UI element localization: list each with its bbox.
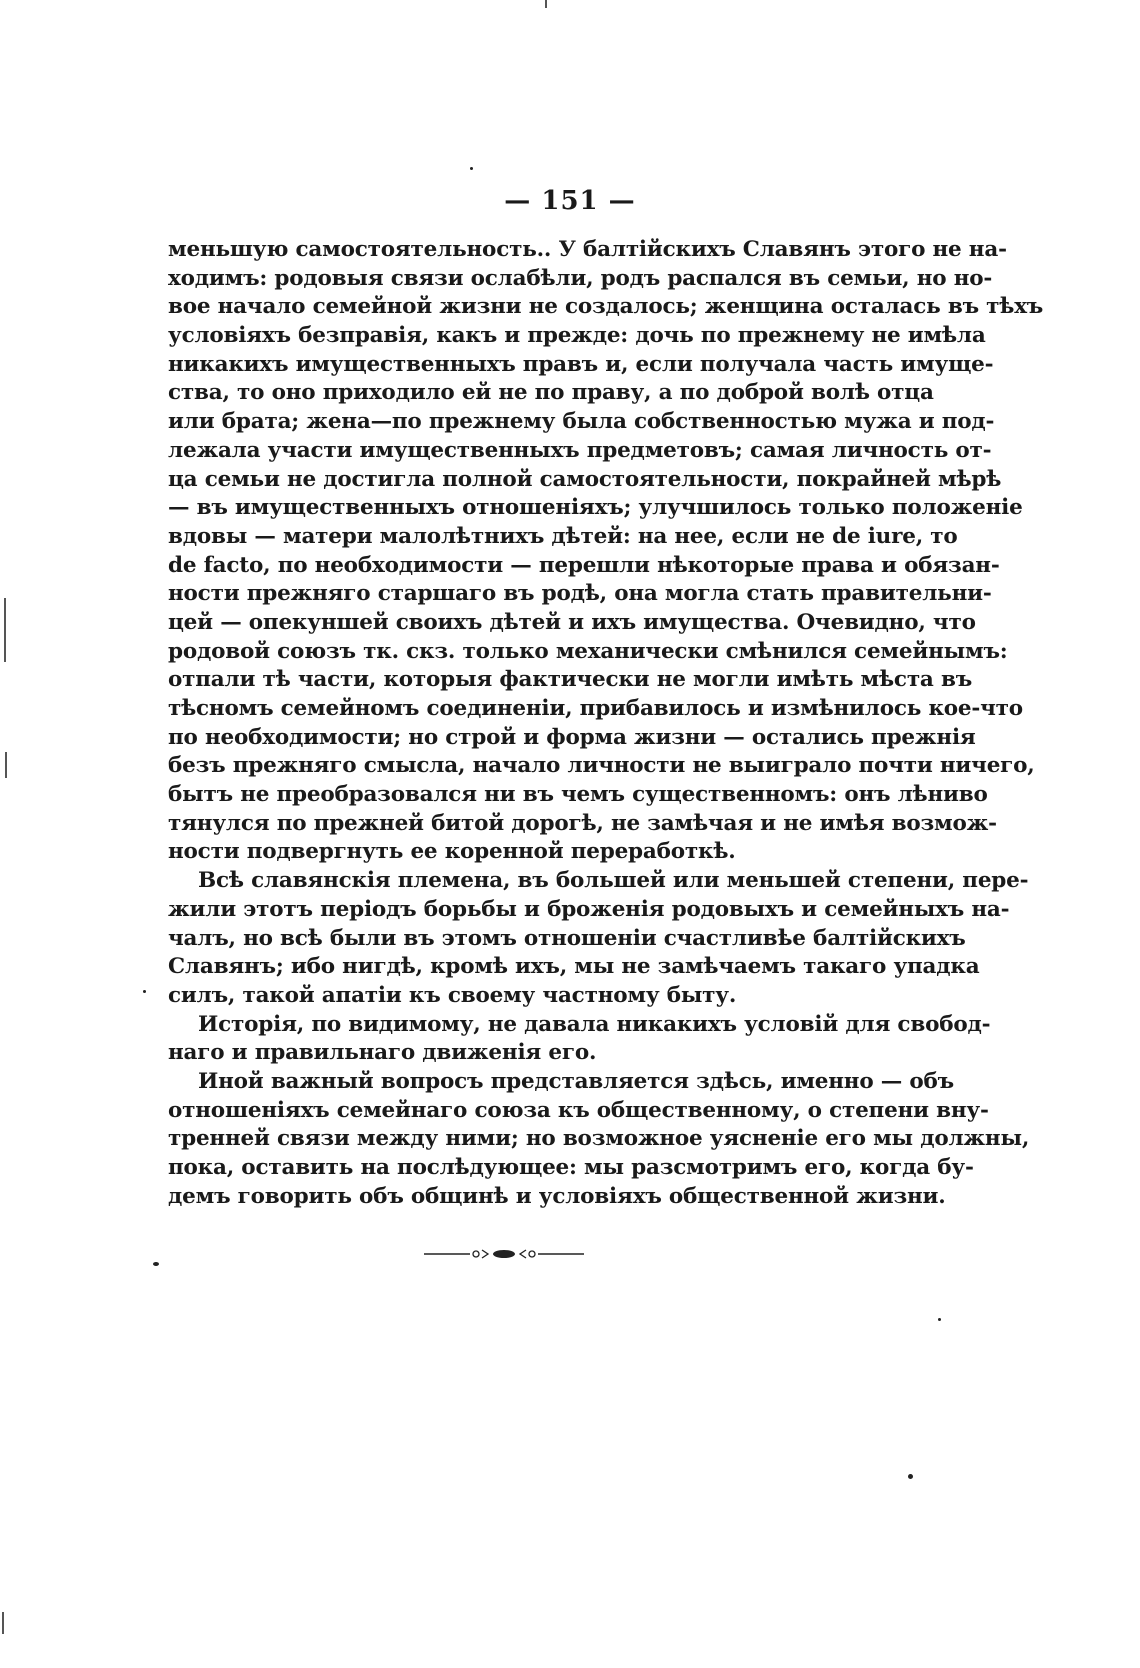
ink-speck <box>470 167 473 170</box>
text-line: безъ прежняго смысла, начало личности не выиграло почти ничего, <box>168 753 1035 779</box>
ink-speck <box>153 1262 159 1266</box>
text-line: никакихъ имущественныхъ правъ и, если получала часть имуще- <box>168 351 994 377</box>
margin-mark <box>2 1612 4 1634</box>
text-line: по необходимости; но строй и форма жизни — остались прежнія <box>168 724 976 750</box>
text-line: чалъ, но всѣ были въ этомъ отношеніи счастливѣе балтійскихъ <box>168 925 966 951</box>
text-line: вдовы — матери малолѣтнихъ дѣтей: на нее, если не de iure, то <box>168 523 958 549</box>
margin-mark <box>4 598 6 662</box>
text-line: Исторія, по видимому, не давала никакихъ условій для свобод- <box>198 1011 991 1037</box>
ornament-divider-icon <box>424 1244 584 1264</box>
text-line: вое начало семейной жизни не создалось; женщина осталась въ тѣхъ <box>168 294 1044 320</box>
ink-speck <box>938 1318 941 1321</box>
text-line: Славянъ; ибо нигдѣ, кромѣ ихъ, мы не замѣчаемъ такаго упадка <box>168 954 980 980</box>
text-line: условіяхъ безправія, какъ и прежде: дочь по прежнему не имѣла <box>168 323 986 349</box>
text-line: de facto, по необходимости — перешли нѣкоторые права и обязан- <box>168 552 1000 578</box>
text-line: Иной важный вопросъ представляется здѣсь, именно — объ <box>198 1068 954 1094</box>
text-line: тѣсномъ семейномъ соединеніи, прибавилось и измѣнилось кое-что <box>168 696 1023 721</box>
text-line: бытъ не преобразовался ни въ чемъ существенномъ: онъ лѣниво <box>168 782 988 808</box>
text-line: отношеніяхъ семейнаго союза къ общественному, о степени вну- <box>168 1097 989 1123</box>
ink-speck <box>143 990 146 993</box>
text-line: меньшую самостоятельность.. У балтійскихъ Славянъ этого не на- <box>168 237 1007 262</box>
text-line: или брата; жена—по прежнему была собственностью мужа и под- <box>168 409 995 435</box>
text-line: отпали тѣ части, которыя фактически не могли имѣть мѣста въ <box>168 667 972 693</box>
text-line: пока, оставить на послѣдующее: мы разсмотримъ его, когда бу- <box>168 1155 974 1180</box>
text-line: лежала участи имущественныхъ предметовъ; самая личность от- <box>168 437 992 463</box>
text-line: жили этотъ періодъ борьбы и броженія родовыхъ и семейныхъ на- <box>168 896 1010 922</box>
text-line: силъ, такой апатіи къ своему частному быту. <box>168 982 737 1008</box>
text-line: Всѣ славянскія племена, въ большей или меньшей степени, пере- <box>198 868 1029 894</box>
margin-mark <box>545 0 547 8</box>
text-line: наго и правильнаго движенія его. <box>168 1040 597 1066</box>
text-line: демъ говорить объ общинѣ и условіяхъ общественной жизни. <box>168 1183 946 1209</box>
text-line: ства, то оно приходило ей не по праву, а по доброй волѣ отца <box>168 380 934 406</box>
page-number: — 151 — <box>504 186 636 216</box>
text-line: родовой союзъ тк. скз. только механически смѣнился семейнымъ: <box>168 638 1008 664</box>
text-line: ности подвергнуть ее коренной переработкѣ. <box>168 839 736 865</box>
text-line: ца семьи не достигла полной самостоятельности, покрайней мѣрѣ <box>168 466 1002 492</box>
text-line: тренней связи между ними; но возможное уясненіе его мы должны, <box>168 1126 1030 1152</box>
ink-speck <box>908 1474 913 1479</box>
body-text <box>168 236 1044 1211</box>
text-line: ходимъ: родовыя связи ослабѣли, родъ распался въ семьи, но но- <box>168 265 993 291</box>
text-line: ности прежняго старшаго въ родѣ, она могла стать правительни- <box>168 581 992 607</box>
text-line: цей — опекуншей своихъ дѣтей и ихъ имущества. Очевидно, что <box>168 609 976 635</box>
margin-mark <box>5 752 7 778</box>
text-line: — въ имущественныхъ отношеніяхъ; улучшилось только положеніе <box>168 495 1023 521</box>
text-line: тянулся по прежней битой дорогѣ, не замѣчая и не имѣя возмож- <box>168 810 997 836</box>
